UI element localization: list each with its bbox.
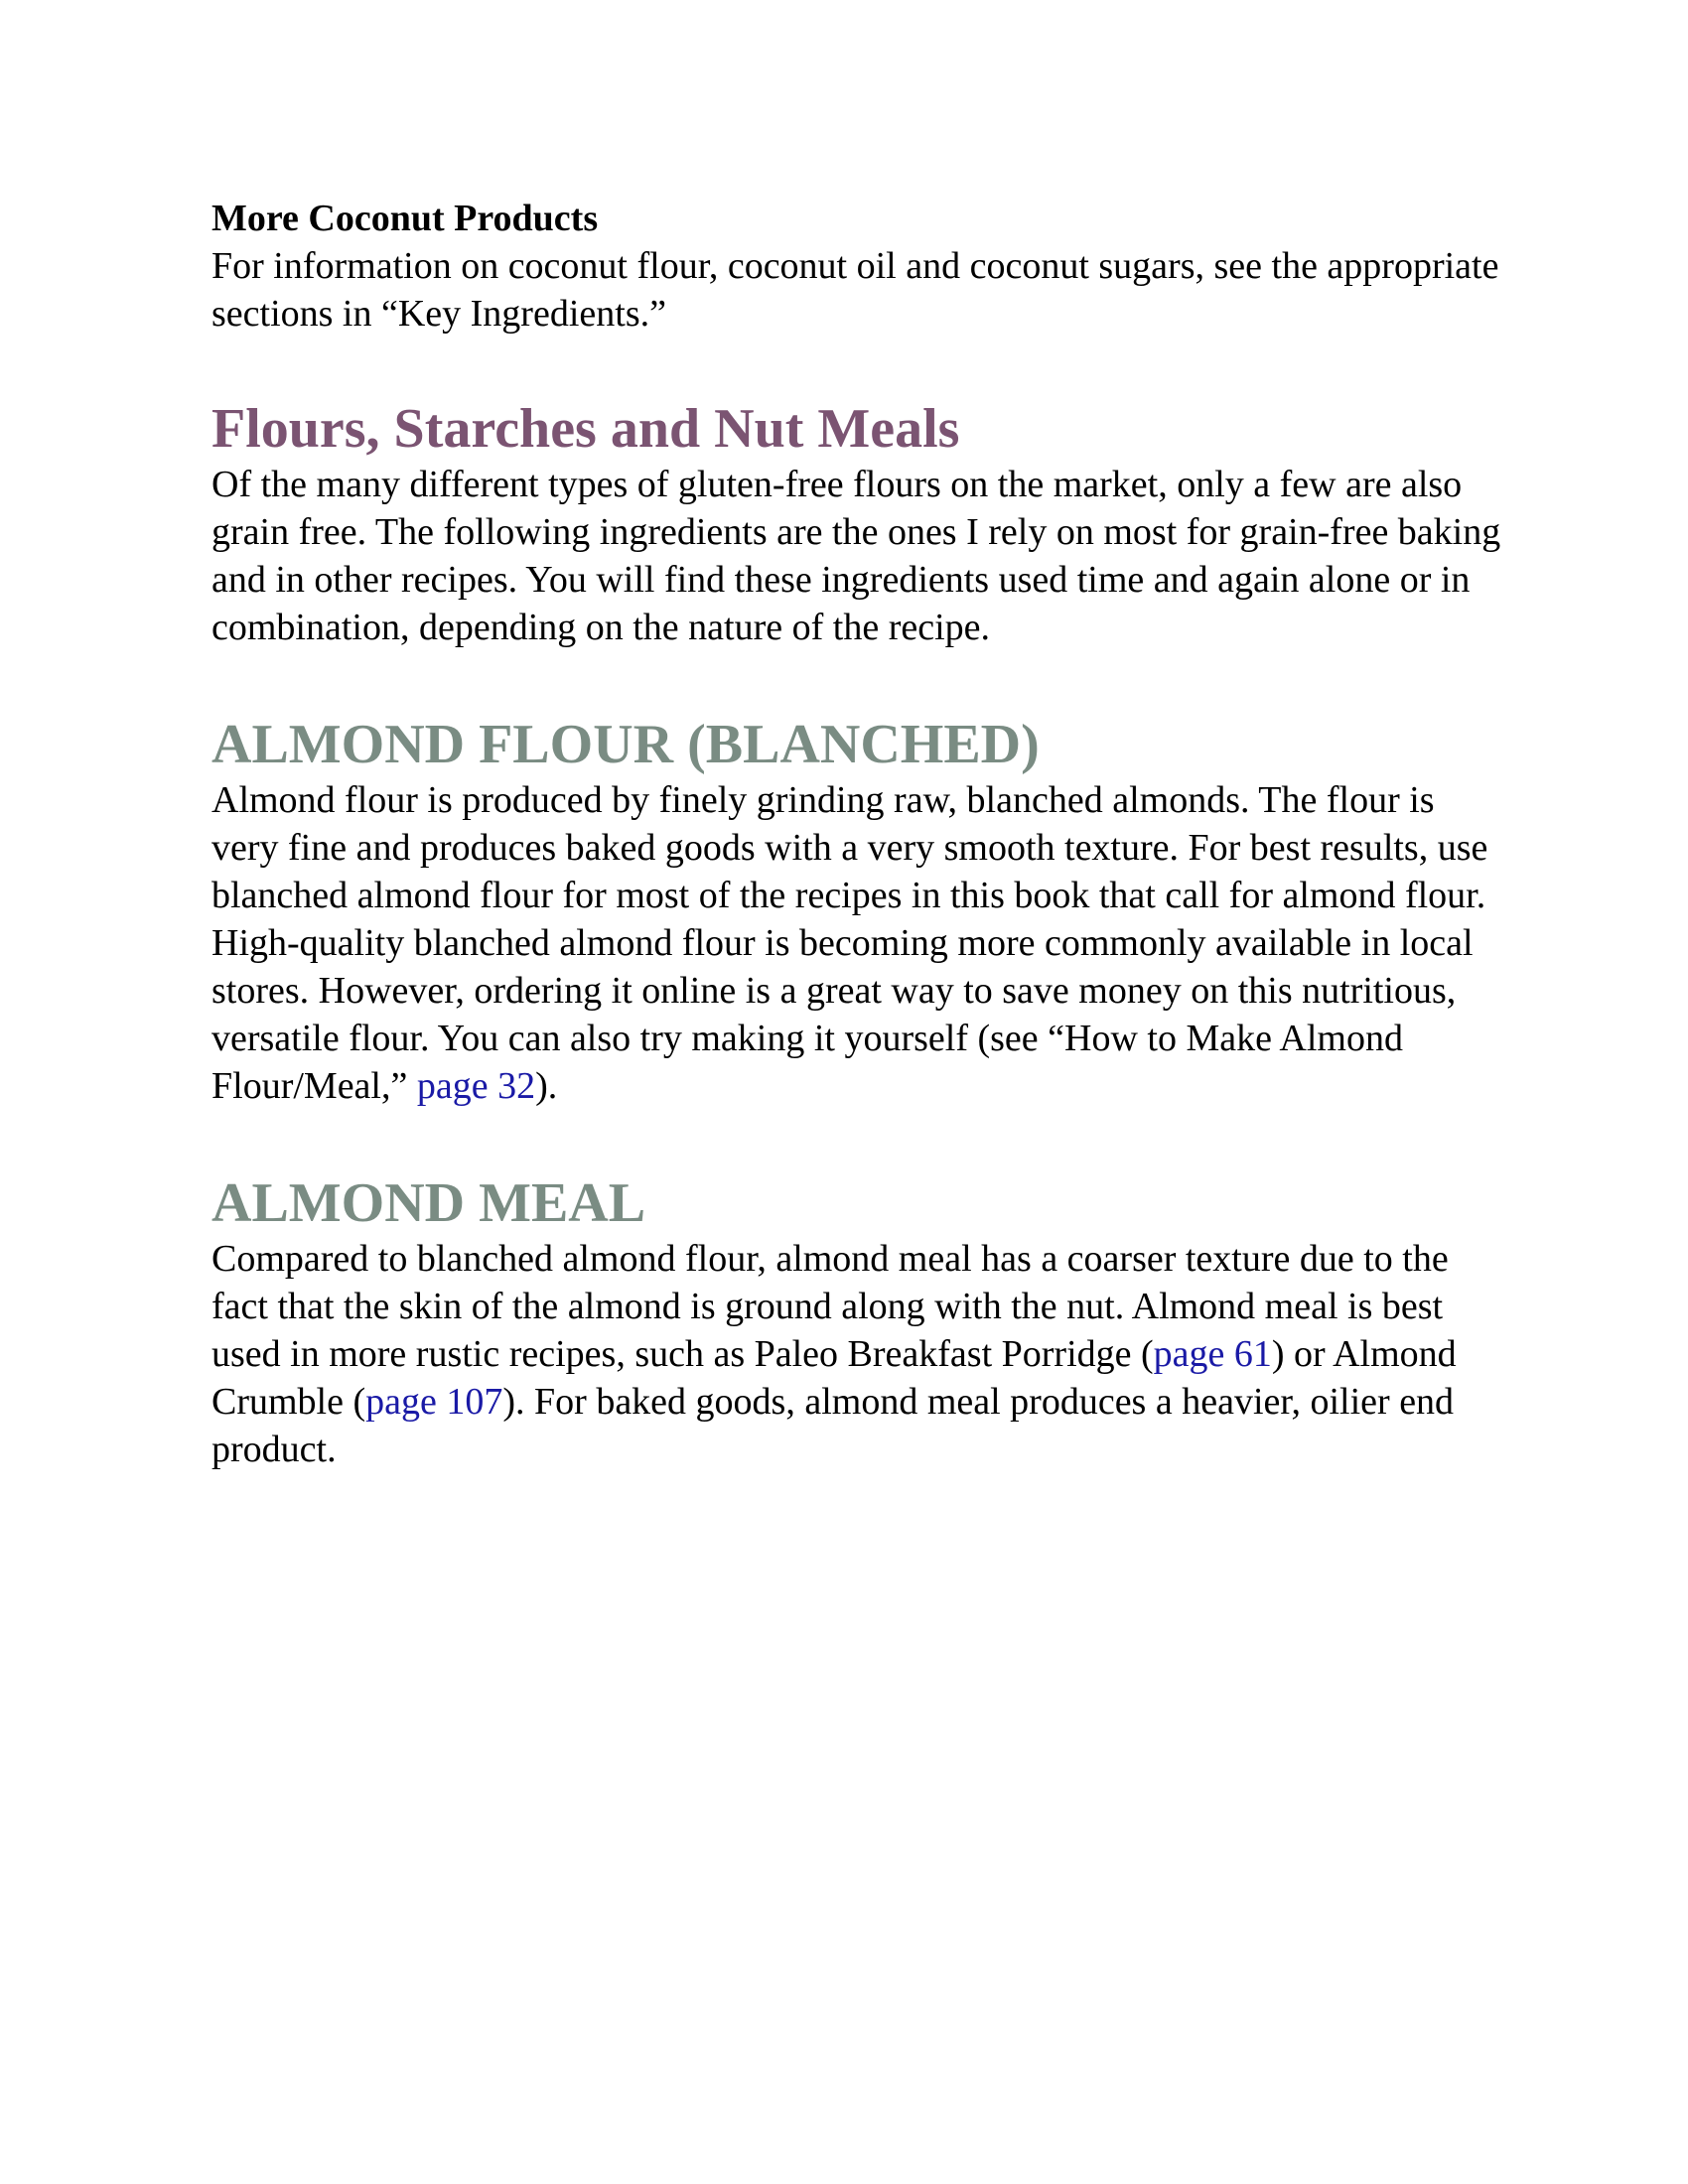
page-32-link[interactable]: page 32 [416,1065,536,1107]
flours-paragraph: Of the many different types of gluten-free flours on the market, only a few are also grain free. The following ingredients are the ones I rely on most for grain-free baking and in other recipes. You will find these ingredients used time and again alone or in combination, depending on the nature of the recipe. [211,464,1501,648]
page-107-link[interactable]: page 107 [365,1381,503,1423]
almond-meal-title: ALMOND MEAL [211,1172,646,1234]
almond-meal-text-2: ) or Almond Crumble ( [211,1333,1457,1423]
spacer [211,338,1502,397]
almond-flour-text-end: ). [535,1065,558,1107]
coconut-products-paragraph: For information on coconut flour, coconut oil and coconut sugars, see the appropriate sections in “Key Ingredients.” [211,245,1499,335]
document-page [211,195,1502,1473]
spacer [211,1110,1502,1171]
page-61-link[interactable]: page 61 [1153,1333,1272,1375]
almond-flour-paragraph [211,776,1502,1110]
coconut-products-heading: More Coconut Products [211,198,599,239]
flours-section-title: Flours, Starches and Nut Meals [211,398,960,460]
spacer [211,651,1502,713]
almond-meal-text-3: ). For baked goods, almond meal produces a heavier, oilier end product. [211,1381,1455,1470]
almond-flour-title: ALMOND FLOUR (BLANCHED) [211,714,1040,775]
almond-meal-paragraph [211,1235,1502,1473]
almond-flour-text: Almond flour is produced by finely grinding raw, blanched almonds. The flour is very fine and produces baked goods with a very smooth texture. For best results, use blanched almond flour for most of the recipes in this book that call for almond flour. High-quality blanched almond flour is becoming more commonly available in local stores. However, ordering it online is a great way to save money on this nutritious, versatile flour. You can also try making it yourself (see “How to Make Almond Flour/Meal,” [211,779,1488,1107]
almond-meal-text-1: Compared to blanched almond flour, almond meal has a coarser texture due to the fact that the skin of the almond is ground along with the nut. Almond meal is best used in more rustic recipes, such as Paleo Breakfast Porridge ( [211,1238,1449,1375]
